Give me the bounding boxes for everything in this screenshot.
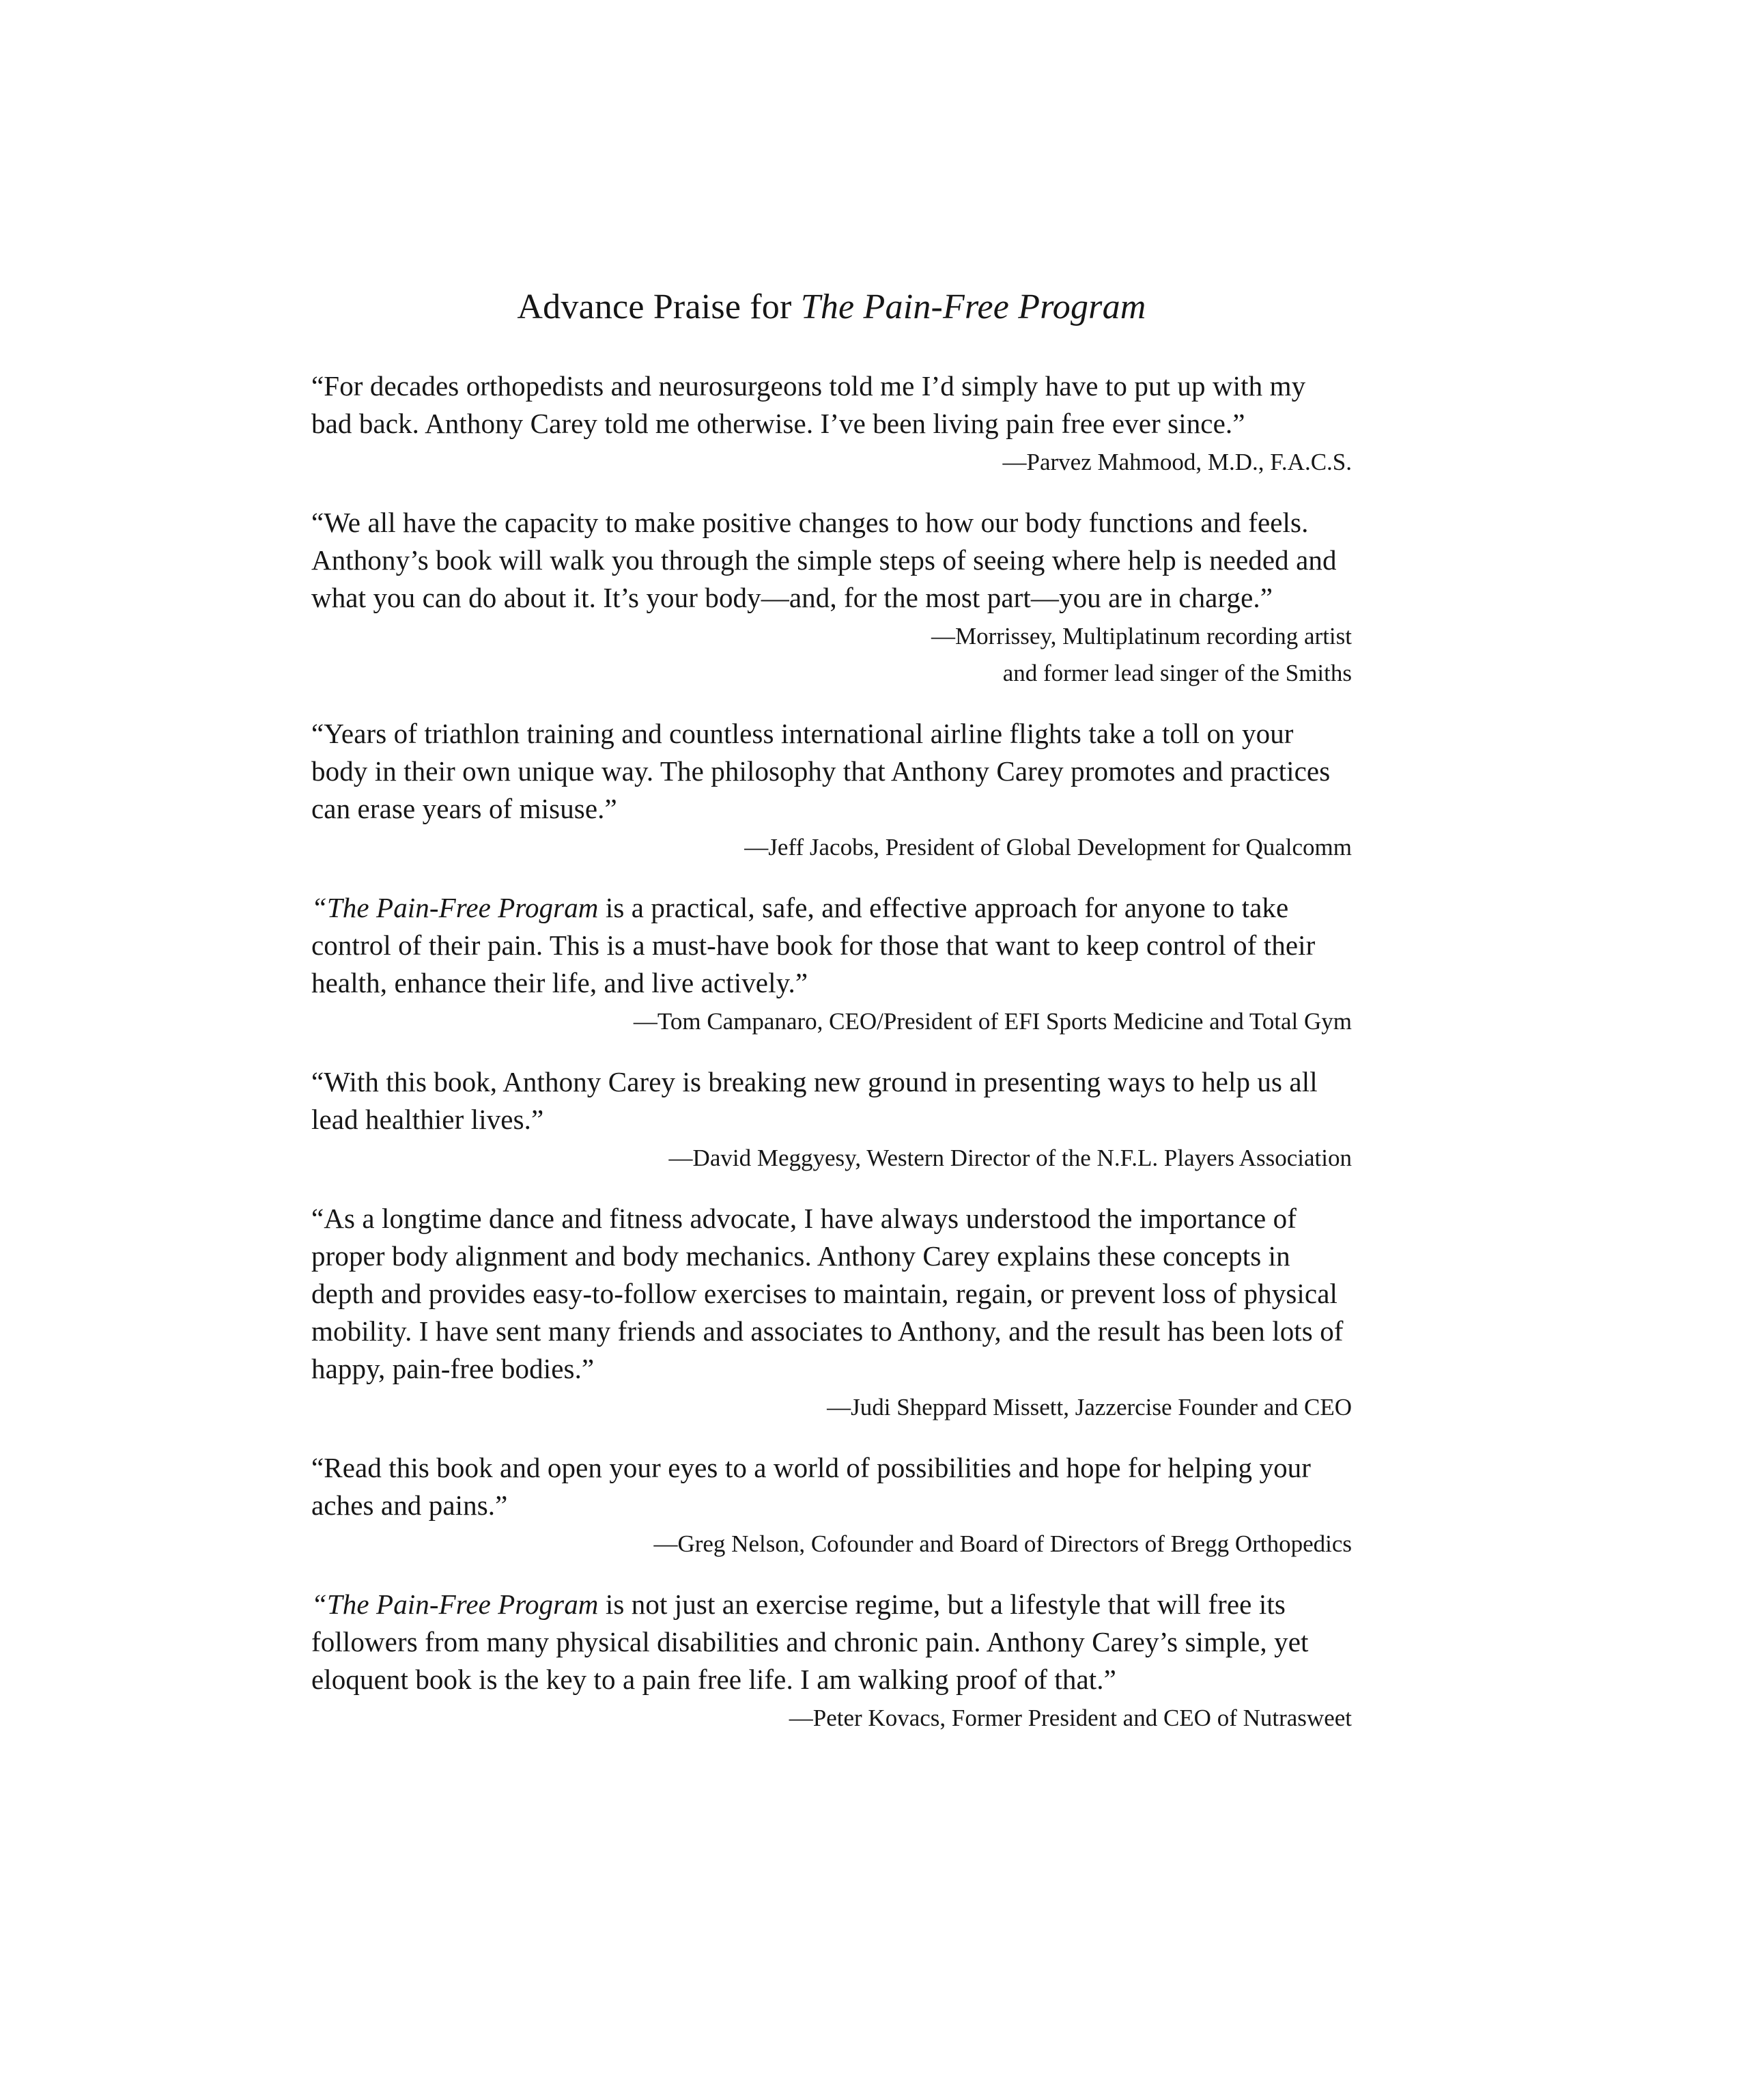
testimonial <box>311 1586 1352 1737</box>
attribution-line: —Tom Campanaro, CEO/President of EFI Sports Medicine and Total Gym <box>633 1008 1352 1035</box>
testimonial-attribution <box>311 1389 1352 1426</box>
quote-text: “Years of triathlon training and countless international airline flights take a toll on your body in their own unique way. The philosophy that Anthony Carey promotes and practices can erase years of misuse.” <box>311 718 1331 824</box>
testimonial-list <box>311 367 1352 1737</box>
testimonial <box>311 504 1352 692</box>
testimonial-quote <box>311 1586 1352 1698</box>
testimonial-attribution <box>311 618 1352 692</box>
title-book-name: The Pain-Free Program <box>800 288 1146 326</box>
attribution-line: —Greg Nelson, Cofounder and Board of Directors of Bregg Orthopedics <box>653 1530 1352 1557</box>
testimonial-attribution <box>311 1140 1352 1177</box>
attribution-line: —Jeff Jacobs, President of Global Development for Qualcomm <box>744 834 1352 860</box>
testimonial-quote <box>311 715 1352 828</box>
testimonial-quote <box>311 1063 1352 1138</box>
quote-text: “We all have the capacity to make positive changes to how our body functions and feels. Anthony’s book will walk you through the simple steps of seeing where help is needed and what you can do about it. It’s your body—and, for the most part—you are in charge.” <box>311 507 1337 613</box>
quote-text: is not just an exercise regime, but a lifestyle that will free its followers from many physical disabilities and chronic pain. Anthony Carey’s simple, yet eloquent book is the key to a pain free life. I am walking proof of that.” <box>311 1588 1309 1695</box>
attribution-line: and former lead singer of the Smiths <box>1002 660 1352 686</box>
testimonial <box>311 367 1352 481</box>
testimonial <box>311 889 1352 1040</box>
page-title <box>311 285 1352 329</box>
attribution-line: —Morrissey, Multiplatinum recording artist <box>931 623 1352 649</box>
quote-text: “With this book, Anthony Carey is breaking new ground in presenting ways to help us all lead healthier lives.” <box>311 1066 1318 1135</box>
praise-page <box>311 285 1352 1760</box>
testimonial-quote <box>311 1200 1352 1388</box>
testimonial-quote <box>311 1449 1352 1524</box>
testimonial <box>311 1200 1352 1426</box>
quote-text: “Read this book and open your eyes to a world of possibilities and hope for helping your aches and pains.” <box>311 1452 1312 1521</box>
attribution-line: —Parvez Mahmood, M.D., F.A.C.S. <box>1002 449 1352 475</box>
quote-book-title: “The Pain-Free Program <box>311 892 599 923</box>
testimonial-quote <box>311 367 1352 443</box>
quote-text: is a practical, safe, and effective approach for anyone to take control of their pain. This is a must-have book for those that want to keep control of their health, enhance their life, and live actively.” <box>311 892 1316 998</box>
attribution-line: —Judi Sheppard Missett, Jazzercise Founder and CEO <box>827 1394 1352 1420</box>
quote-book-title: “The Pain-Free Program <box>311 1588 599 1620</box>
attribution-line: —David Meggyesy, Western Director of the N.F.L. Players Association <box>668 1145 1352 1171</box>
testimonial <box>311 1449 1352 1563</box>
quote-text: “For decades orthopedists and neurosurgeons told me I’d simply have to put up with my bad back. Anthony Carey told me otherwise. I’ve been living pain free ever since.” <box>311 370 1306 439</box>
testimonial-attribution <box>311 1526 1352 1563</box>
testimonial-quote <box>311 504 1352 617</box>
testimonial-attribution <box>311 444 1352 481</box>
testimonial-quote <box>311 889 1352 1002</box>
testimonial <box>311 1063 1352 1177</box>
title-prefix: Advance Praise for <box>517 288 801 326</box>
quote-text: “As a longtime dance and fitness advocate, I have always understood the importance of proper body alignment and body mechanics. Anthony Carey explains these concepts in depth and provides easy-to-follow exercises to maintain, regain, or prevent loss of physical mobility. I have sent many friends and associates to Anthony, and the result has been lots of happy, pain-free bodies.” <box>311 1203 1344 1384</box>
attribution-line: —Peter Kovacs, Former President and CEO of Nutrasweet <box>789 1705 1352 1731</box>
testimonial-attribution <box>311 1700 1352 1737</box>
testimonial-attribution <box>311 1003 1352 1040</box>
testimonial-attribution <box>311 829 1352 866</box>
testimonial <box>311 715 1352 866</box>
